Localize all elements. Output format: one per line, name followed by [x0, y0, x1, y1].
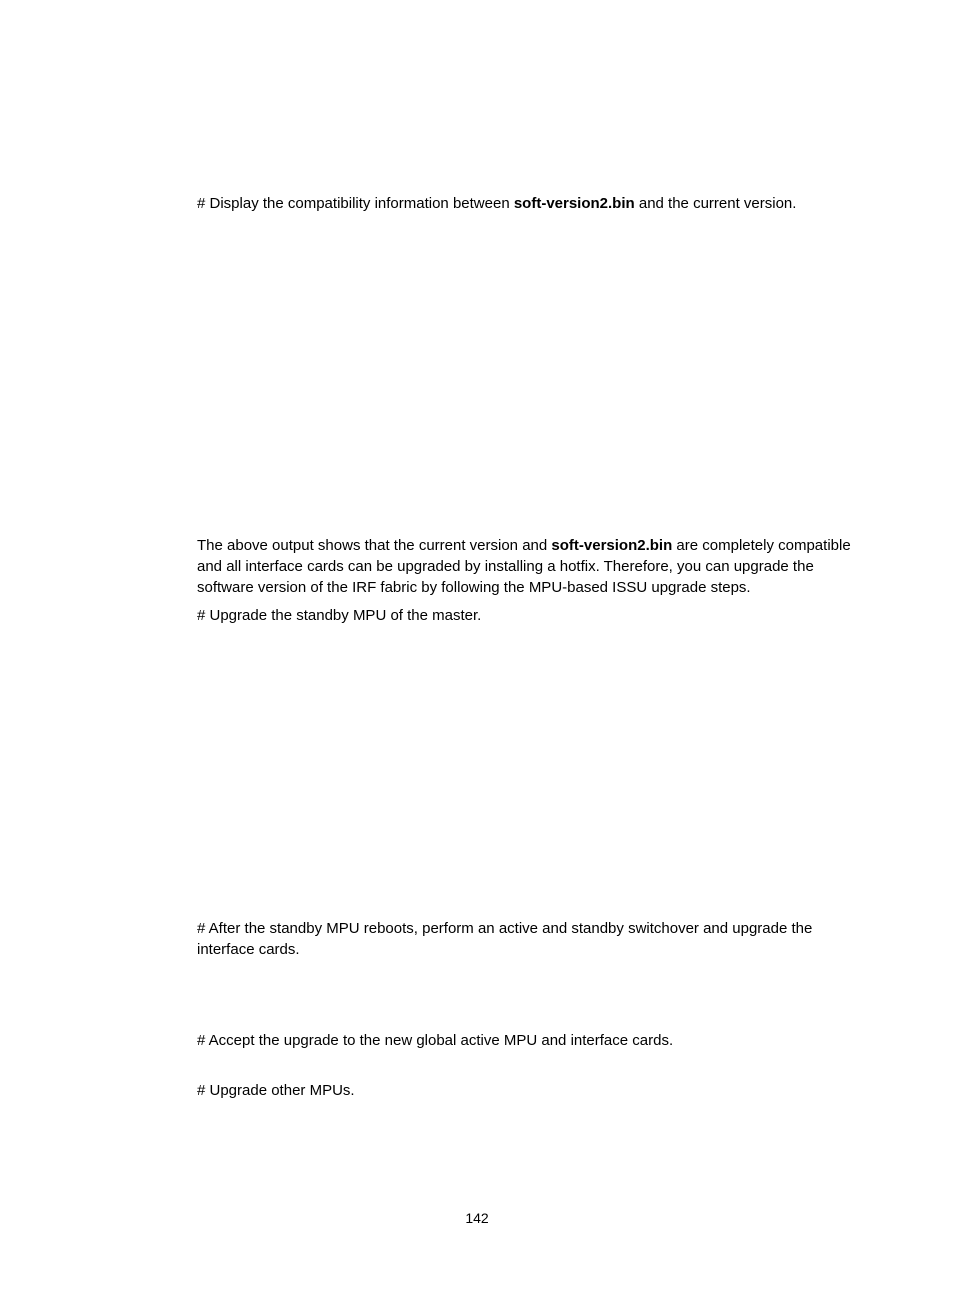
text-segment: # Display the compatibility information between [197, 195, 514, 212]
file-name: soft-version2.bin [513, 195, 635, 212]
text-segment: are completely compatible and all interface cards can be upgraded by installing a hotfix. Therefore, you can upgrade the software version of the IRF fabric by following the MPU-based ISSU upgrade steps. [197, 537, 851, 596]
step-upgrade-other-mpus: # Upgrade other MPUs. [197, 1082, 355, 1099]
text-segment: and the current version. [634, 195, 797, 212]
page-number: 142 [465, 1210, 489, 1226]
file-name: soft-version2.bin [551, 537, 673, 554]
output-explanation [197, 535, 869, 598]
step-display-compatibility [197, 193, 869, 214]
text-segment: The above output shows that the current version and [197, 537, 552, 554]
step-upgrade-standby-mpu: # Upgrade the standby MPU of the master. [197, 607, 482, 624]
step-accept-upgrade: # Accept the upgrade to the new global active MPU and interface cards. [197, 1032, 674, 1049]
step-switchover-upgrade-cards: # After the standby MPU reboots, perform an active and standby switchover and upgrade the interface cards. [197, 920, 813, 958]
